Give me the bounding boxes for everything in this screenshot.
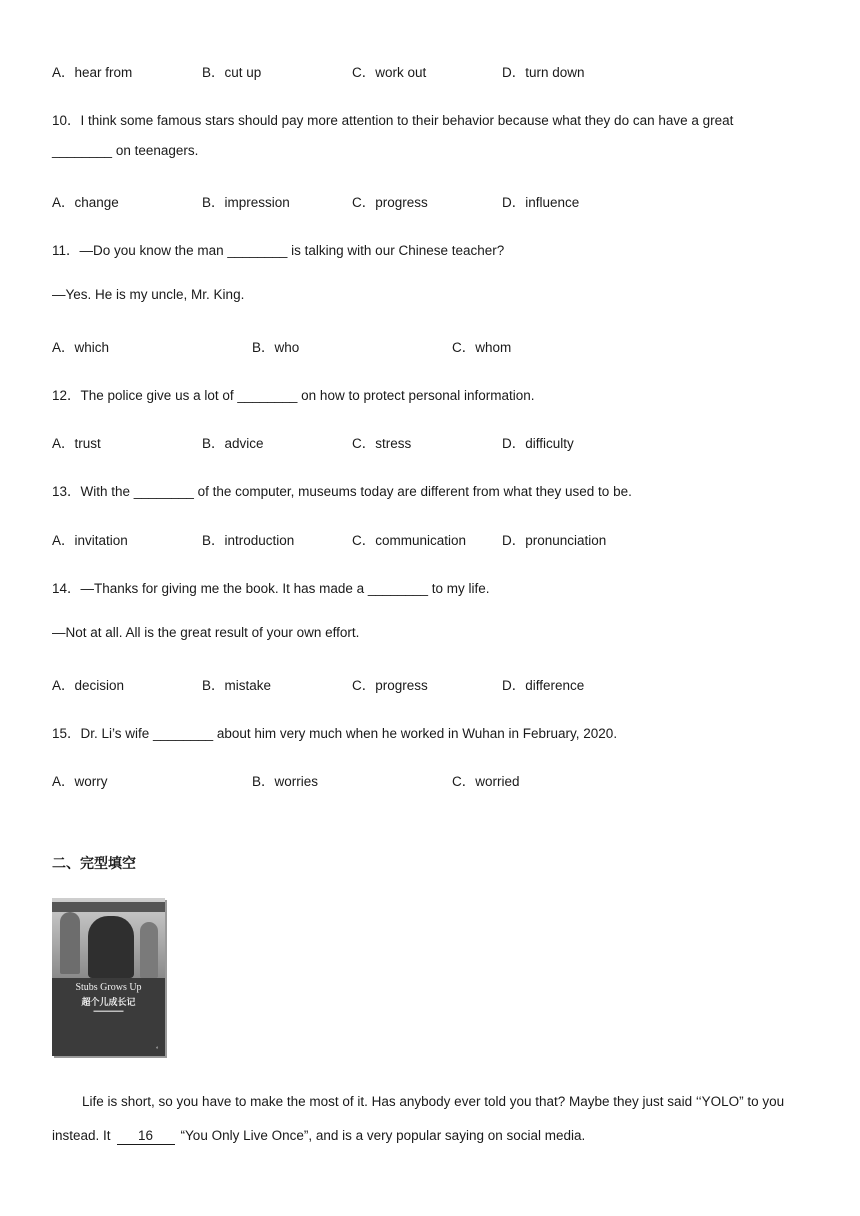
q13-option-b[interactable]: B．introduction: [202, 533, 295, 548]
q15-stem: 15．Dr. Li’s wife ________ about him very much when he worked in Wuhan in February, 2020.: [52, 726, 618, 741]
q10-options: [52, 191, 812, 209]
cover-figure-center: [88, 916, 134, 978]
passage-line2: [52, 1119, 812, 1153]
q9-option-b[interactable]: B．cut up: [202, 65, 262, 80]
q11-option-b[interactable]: B．who: [252, 340, 300, 355]
passage-line1: Life is short, so you have to make the most of it. Has anybody ever told you that? Maybe they just said ‘‘YOLO” to you: [82, 1094, 785, 1109]
cover-figure-left: [60, 912, 80, 974]
q10-option-a[interactable]: A．change: [52, 195, 119, 210]
q15-option-b[interactable]: B．worries: [252, 774, 319, 789]
q13-option-c[interactable]: C．communication: [352, 533, 467, 548]
q9-option-a[interactable]: A．hear from: [52, 65, 133, 80]
cover-title-en: Stubs Grows Up: [75, 982, 142, 993]
q13-option-d[interactable]: D．pronunciation: [502, 533, 607, 548]
q15-options: [52, 770, 812, 788]
cover-top-band: [52, 902, 165, 912]
q15-option-a[interactable]: A．worry: [52, 774, 108, 789]
q12-option-d[interactable]: D．difficulty: [502, 436, 574, 451]
q11-option-c[interactable]: C．whom: [452, 340, 512, 355]
q14-stem: 14．—Thanks for giving me the book. It has made a ________ to my life.: [52, 581, 490, 596]
q14-option-d[interactable]: D．difference: [502, 678, 585, 693]
q14-option-c[interactable]: C．progress: [352, 678, 428, 693]
passage-line2-before: instead. It: [52, 1128, 111, 1143]
q14-options: [52, 674, 812, 692]
q13-stem: 13．With the ________ of the computer, museums today are different from what they used to be.: [52, 484, 632, 499]
book-cover-image: [52, 898, 165, 1056]
q13-option-a[interactable]: A．invitation: [52, 533, 128, 548]
q9-option-c[interactable]: C．work out: [352, 65, 427, 80]
cover-author-line: ▬▬▬▬▬▬: [93, 1008, 124, 1014]
q13-options: [52, 529, 812, 547]
q14-option-a[interactable]: A．decision: [52, 678, 125, 693]
q11-stem: 11．—Do you know the man ________ is talking with our Chinese teacher?: [52, 243, 505, 258]
q9-option-d[interactable]: D．turn down: [502, 65, 585, 80]
q12-options: [52, 432, 812, 450]
section-title: 二、完型填空: [52, 855, 136, 871]
cover-title-cn: 超个儿成长记: [81, 998, 136, 1008]
q11-options: [52, 336, 812, 354]
passage-line2-after: “You Only Live Once”, and is a very popular saying on social media.: [180, 1128, 586, 1143]
q10-option-c[interactable]: C．progress: [352, 195, 428, 210]
q12-option-c[interactable]: C．stress: [352, 436, 412, 451]
q10-option-b[interactable]: B．impression: [202, 195, 290, 210]
q12-option-a[interactable]: A．trust: [52, 436, 101, 451]
q14-option-b[interactable]: B．mistake: [202, 678, 272, 693]
q14-reply: —Not at all. All is the great result of your own effort.: [52, 625, 360, 640]
q11-option-a[interactable]: A．which: [52, 340, 110, 355]
q15-option-c[interactable]: C．worried: [452, 774, 520, 789]
q10-option-d[interactable]: D．influence: [502, 195, 580, 210]
q10-stem-line1: 10．I think some famous stars should pay more attention to their behavior because what they do can have a great: [52, 113, 734, 128]
cover-logo-icon: ◐: [155, 1045, 159, 1051]
q12-option-b[interactable]: B．advice: [202, 436, 264, 451]
q10-stem-line2: ________ on teenagers.: [52, 143, 199, 158]
passage-blank-16[interactable]: 16: [117, 1128, 175, 1145]
q9-options: [52, 61, 812, 79]
q11-reply: —Yes. He is my uncle, Mr. King.: [52, 287, 245, 302]
q12-stem: 12．The police give us a lot of ________ on how to protect personal information.: [52, 388, 535, 403]
cover-figure-right: [140, 922, 158, 978]
